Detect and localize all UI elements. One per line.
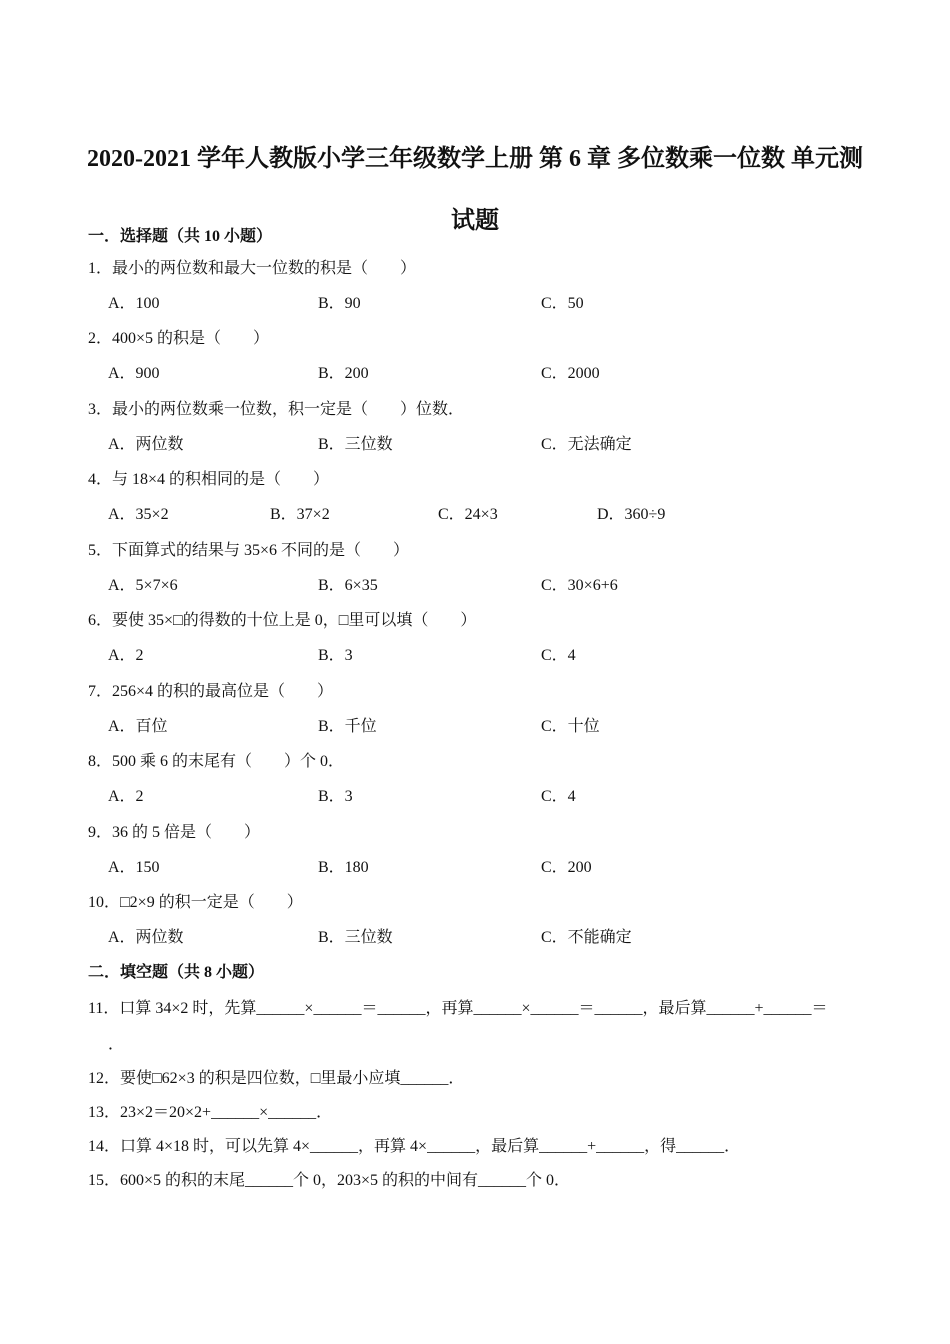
answer-option: C．4 (541, 647, 576, 664)
answer-option: B．90 (318, 295, 361, 312)
answer-option: A．2 (108, 788, 144, 805)
answer-option: A．150 (108, 859, 160, 876)
answer-option: C．4 (541, 788, 576, 805)
answer-option: B．三位数 (318, 929, 393, 946)
fill-question: 14．口算 4×18 时，可以先算 4×______，再算 4×______，最后算______+______，得______． (88, 1138, 741, 1155)
answer-option: A．5×7×6 (108, 577, 178, 594)
section-heading-choice: 一．选择题（共 10 小题） (88, 228, 273, 245)
answer-option: B．千位 (318, 718, 377, 735)
fill-question: 12．要使□62×3 的积是四位数，□里最小应填______． (88, 1070, 465, 1087)
title-line-2: 试题 (451, 208, 499, 234)
question-stem: 3．最小的两位数乘一位数，积一定是（ ）位数． (88, 401, 465, 418)
fill-question: 15．600×5 的积的末尾______个 0，203×5 的积的中间有______个 0． (88, 1172, 571, 1189)
fill-question: 11．口算 34×2 时，先算______×______＝______，再算______×______＝______，最后算______+______＝ (88, 1000, 828, 1017)
answer-option: B．180 (318, 859, 369, 876)
answer-option: A．2 (108, 647, 144, 664)
question-stem: 1．最小的两位数和最大一位数的积是（ ） (88, 260, 417, 277)
title-line-1: 2020-2021 学年人教版小学三年级数学上册 第 6 章 多位数乘一位数 单元测 (87, 146, 863, 172)
answer-option: A．35×2 (108, 506, 169, 523)
answer-option: C．30×6+6 (541, 577, 618, 594)
answer-option: B．6×35 (318, 577, 378, 594)
question-stem: 9．36 的 5 倍是（ ） (88, 824, 261, 841)
answer-option: C．十位 (541, 718, 600, 735)
answer-option: A．百位 (108, 718, 168, 735)
answer-option: D．360÷9 (597, 506, 666, 523)
question-stem: 6．要使 35×□的得数的十位上是 0，□里可以填（ ） (88, 612, 477, 629)
fill-question-continuation: ． (108, 1036, 125, 1053)
answer-option: C．24×3 (438, 506, 498, 523)
question-stem: 10．□2×9 的积一定是（ ） (88, 894, 303, 911)
question-stem: 4．与 18×4 的积相同的是（ ） (88, 471, 330, 488)
answer-option: A．两位数 (108, 436, 184, 453)
fill-question: 13．23×2＝20×2+______×______． (88, 1104, 333, 1121)
question-stem: 7．256×4 的积的最高位是（ ） (88, 683, 334, 700)
answer-option: B．3 (318, 647, 353, 664)
answer-option: C．无法确定 (541, 436, 632, 453)
answer-option: B．200 (318, 365, 369, 382)
answer-option: A．两位数 (108, 929, 184, 946)
answer-option: C．2000 (541, 365, 600, 382)
question-stem: 8．500 乘 6 的末尾有（ ）个 0． (88, 753, 345, 770)
answer-option: B．3 (318, 788, 353, 805)
answer-option: B．37×2 (270, 506, 330, 523)
answer-option: C．50 (541, 295, 584, 312)
answer-option: A．900 (108, 365, 160, 382)
answer-option: A．100 (108, 295, 160, 312)
answer-option: C．200 (541, 859, 592, 876)
answer-option: C．不能确定 (541, 929, 632, 946)
answer-option: B．三位数 (318, 436, 393, 453)
question-stem: 5．下面算式的结果与 35×6 不同的是（ ） (88, 542, 410, 559)
section-heading-fill: 二．填空题（共 8 小题） (88, 964, 265, 981)
question-stem: 2．400×5 的积是（ ） (88, 330, 270, 347)
